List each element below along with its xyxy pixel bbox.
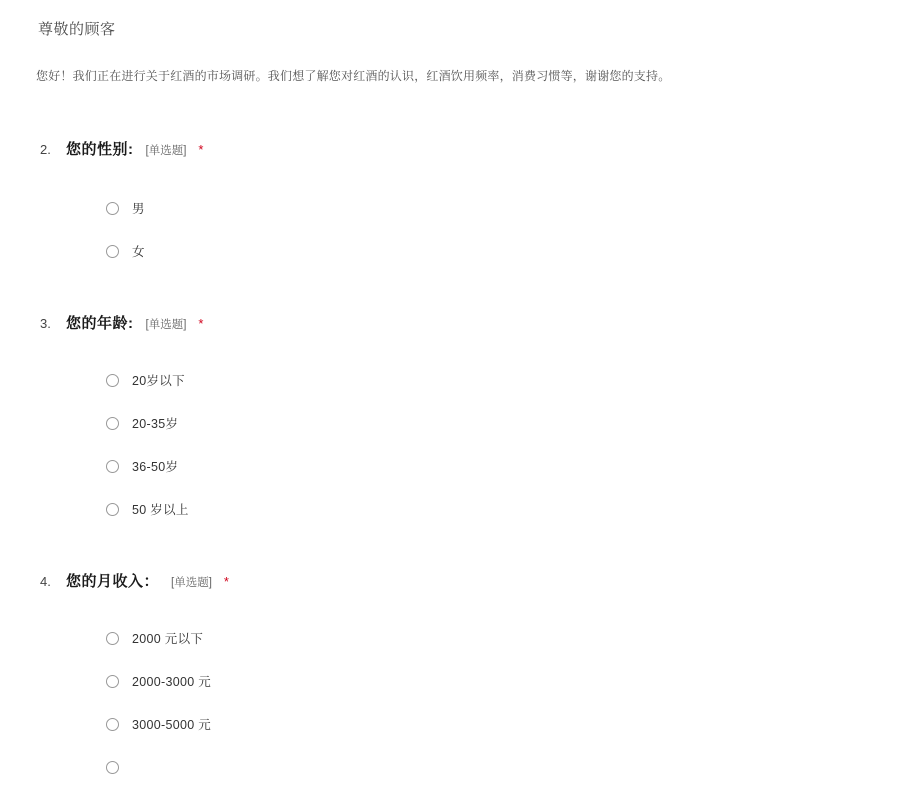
question-2-type: [单选题] [145,145,187,158]
question-3-title: 您的年龄: [66,315,134,333]
radio-icon[interactable] [106,718,119,731]
option-label: 2000 元以下 [132,632,204,647]
option-row[interactable] [106,627,860,649]
radio-icon[interactable] [106,460,119,473]
question-2-required-mark: * [198,142,204,158]
option-label: 20岁以下 [132,374,185,389]
option-row[interactable] [106,756,860,778]
question-3-header [36,312,860,333]
option-label: 3000-5000 元 [132,718,212,733]
question-2-number: 2. [40,142,51,158]
option-row[interactable] [106,369,860,391]
option-label: 20-35岁 [132,417,179,432]
option-row[interactable] [106,240,860,262]
question-2-header [36,138,860,159]
option-row[interactable] [106,455,860,477]
option-row[interactable] [106,498,860,520]
question-4-type: [单选题] [171,577,212,590]
radio-icon[interactable] [106,675,119,688]
option-label: 男 [132,202,145,217]
question-4-options [36,627,860,778]
radio-icon[interactable] [106,417,119,430]
question-4-title: 您的月收入： [66,573,160,591]
option-row[interactable] [106,412,860,434]
radio-icon[interactable] [106,503,119,516]
question-3-number: 3. [40,316,51,332]
option-label: 50 岁以上 [132,503,189,518]
radio-icon[interactable] [106,374,119,387]
question-4 [36,570,860,778]
question-2-title: 您的性别: [66,141,134,159]
question-4-number: 4. [40,574,51,590]
radio-icon[interactable] [106,245,119,258]
radio-icon[interactable] [106,632,119,645]
option-label: 36-50岁 [132,460,179,475]
option-label: 2000-3000 元 [132,675,212,690]
question-2-options [36,197,860,262]
page-title: 尊敬的顾客 [38,21,116,38]
survey-intro-text: 您好！我们正在进行关于红酒的市场调研。我们想了解您对红酒的认识，红酒饮用频率，消费习惯等，谢谢您的支持。 [36,69,671,83]
question-4-header [36,570,860,591]
radio-icon[interactable] [106,761,119,774]
question-2 [36,138,860,262]
question-3-options [36,369,860,520]
question-3 [36,312,860,520]
option-row[interactable] [106,197,860,219]
question-3-required-mark: * [198,316,204,332]
option-label: 女 [132,245,145,260]
radio-icon[interactable] [106,202,119,215]
option-row[interactable] [106,670,860,692]
option-row[interactable] [106,713,860,735]
question-4-required-mark: * [223,574,229,590]
question-3-type: [单选题] [145,319,187,332]
